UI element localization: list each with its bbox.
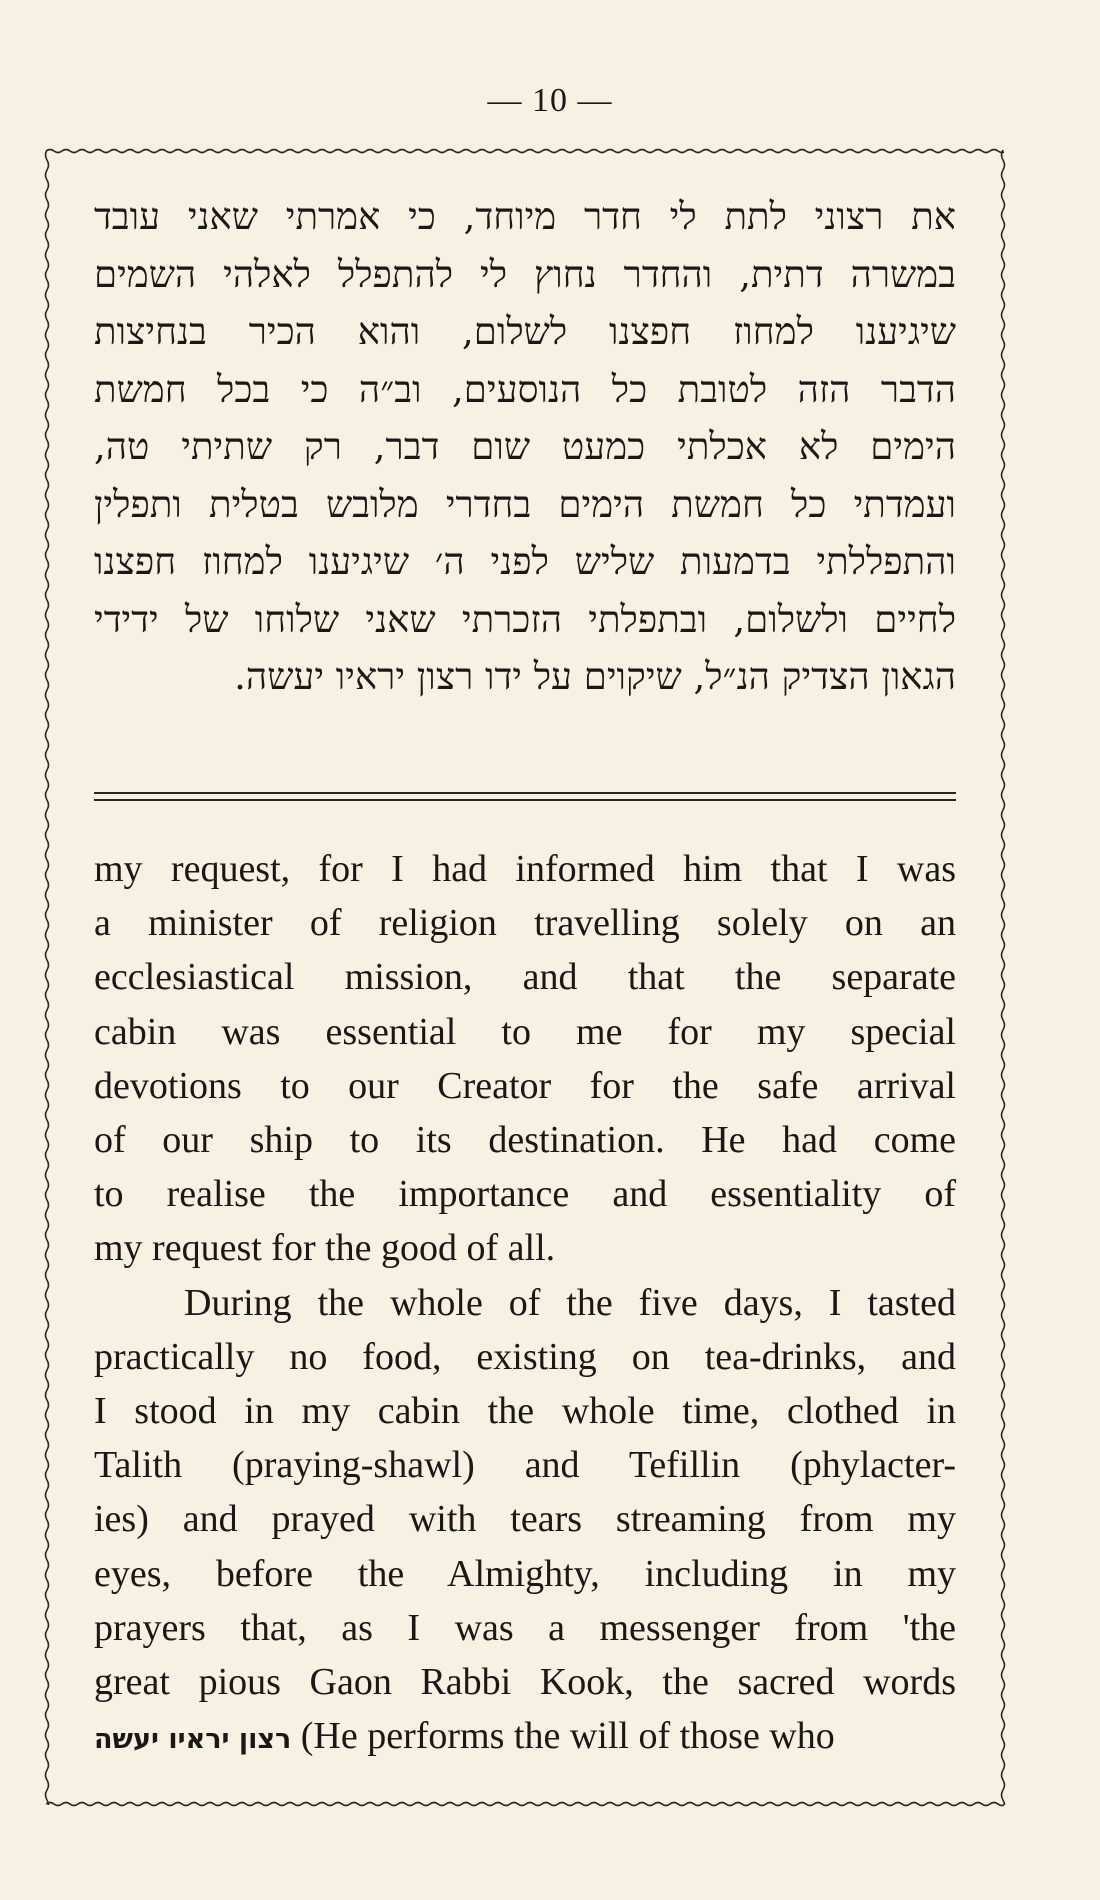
hebrew-line: הדבר הזה לטובת כל הנוסעים, וב״ה כי בכל חמשת <box>94 367 956 411</box>
frame-border-right <box>998 150 1008 1805</box>
divider-rule <box>94 799 956 801</box>
english-line: my request, for I had informed him that I was <box>94 848 956 890</box>
english-line: ies) and prayed with tears streaming from my <box>94 1498 956 1541</box>
english-paragraph <box>94 842 956 1276</box>
english-line: great pious Gaon Rabbi Kook, the sacred words <box>94 1661 956 1704</box>
english-line: prayers that, as I was a messenger from 'the <box>94 1606 956 1649</box>
english-line: a minister of religion travelling solely on an <box>94 902 956 945</box>
english-line: ecclesiastical mission, and that the separate <box>94 956 956 999</box>
frame-border-left <box>42 150 52 1805</box>
hebrew-text <box>94 188 956 706</box>
page-frame <box>46 150 1004 1805</box>
hebrew-line: שיגיענו למחוז חפצנו לשלום, והוא הכיר בנחיצות <box>94 310 956 353</box>
english-line-text: (He performs the will of those who <box>300 1715 835 1758</box>
english-line: I stood in my cabin the whole time, clothed in <box>94 1390 956 1433</box>
inline-hebrew-quote: רצון יראיו יעשה <box>94 1724 292 1756</box>
hebrew-line: ועמדתי כל חמשת הימים בחדרי מלובש בטלית ותפלין <box>94 482 956 526</box>
english-line: practically no food, existing on tea-drinks, and <box>94 1335 956 1378</box>
english-line: to realise the importance and essentiality of <box>94 1173 956 1216</box>
hebrew-line: במשרה דתית, והחדר נחוץ לי להתפלל לאלהי השמים <box>94 252 956 296</box>
hebrew-line: את רצוני לתת לי חדר מיוחד, כי אמרתי שאני עובד <box>94 195 956 238</box>
hebrew-line: הגאון הצדיק הנ״ל, שיקוים על ידו רצון יראיו יעשה. <box>234 655 956 698</box>
english-line: devotions to our Creator for the safe arrival <box>94 1064 956 1107</box>
english-line: Talith (praying-shawl) and Tefillin (phylacter- <box>94 1444 956 1487</box>
double-rule-divider <box>94 792 956 802</box>
english-line: eyes, before the Almighty, including in my <box>94 1552 956 1595</box>
frame-border-top <box>46 146 1004 156</box>
hebrew-line: והתפללתי בדמעות שליש לפני ה׳ שיגיענו למחוז חפצנו <box>94 540 956 583</box>
english-line <box>94 1709 956 1767</box>
english-line: During the whole of the five days, I tasted <box>184 1281 956 1324</box>
english-paragraph <box>94 1276 956 1768</box>
divider-rule <box>94 792 956 794</box>
english-line: of our ship to its destination. He had come <box>94 1119 956 1162</box>
english-line: cabin was essential to me for my special <box>94 1010 956 1053</box>
page-number: — 10 — <box>487 82 613 119</box>
english-line: my request for the good of all. <box>94 1227 556 1270</box>
frame-border-bottom <box>46 1799 1004 1809</box>
english-text <box>94 842 956 1767</box>
hebrew-line: לחיים ולשלום, ובתפלתי הזכרתי שאני שלוחו של ידידי <box>94 597 957 641</box>
hebrew-line: הימים לא אכלתי כמעט שום דבר, רק שתיתי טה, <box>94 425 956 468</box>
